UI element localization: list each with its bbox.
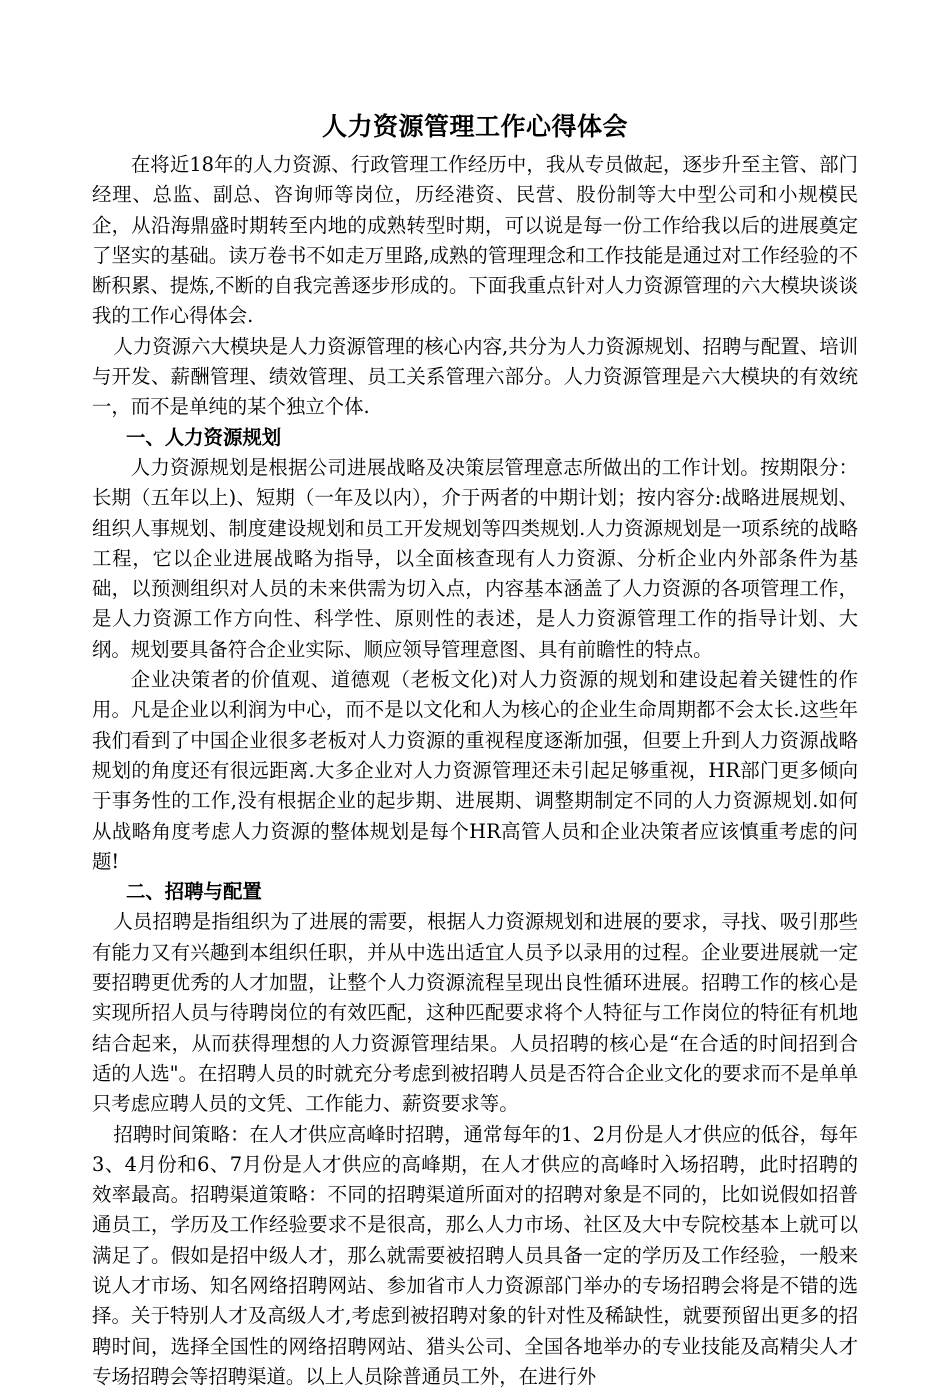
paragraph-introduction: 在将近18年的人力资源、行政管理工作经历中，我从专员做起，逐步升至主管、部门经理、总监、副总、咨询师等岗位，历经港资、民营、股份制等大中型公司和小规模民企，从沿海鼎盛时期转至内地的成熟转型时期，可以说是每一份工作给我以后的进展奠定了坚实的基础。读万卷书不如走万里路,成熟的管理理念和工作技能是通过对工作经验的不断积累、提炼,不断的自我完善逐步形成的。下面我重点针对人力资源管理的六大模块谈谈我的工作心得体会. bbox=[92, 150, 858, 332]
section-heading-hr-planning: 一、人力资源规划 bbox=[92, 423, 858, 453]
paragraph-six-modules: 人力资源六大模块是人力资源管理的核心内容,共分为人力资源规划、招聘与配置、培训与开发、薪酬管理、绩效管理、员工关系管理六部分。人力资源管理是六大模块的有效统一，而不是单纯的某个独立个体. bbox=[92, 332, 858, 423]
paragraph-recruitment-strategy: 招聘时间策略：在人才供应高峰时招聘，通常每年的1、2月份是人才供应的低谷，每年3、4月份和6、7月份是人才供应的高峰期，在人才供应的高峰时入场招聘，此时招聘的效率最高。招聘渠道策略：不同的招聘渠道所面对的招聘对象是不同的，比如说假如招普通员工，学历及工作经验要求不是很高，那么人力市场、社区及大中专院校基本上就可以满足了。假如是招中级人才，那么就需要被招聘人员具备一定的学历及工作经验，一般来说人才市场、知名网络招聘网站、参加省市人力资源部门举办的专场招聘会将是不错的选择。关于特别人才及高级人才,考虑到被招聘对象的针对性及稀缺性，就要预留出更多的招聘时间，选择全国性的网络招聘网站、猎头公司、全国各地举办的专业技能及高精尖人才专场招聘会等招聘渠道。以上人员除普通员工外，在进行外 bbox=[92, 1120, 858, 1392]
paragraph-hr-planning: 人力资源规划是根据公司进展战略及决策层管理意志所做出的工作计划。按期限分：长期（五年以上)、短期（一年及以内），介于两者的中期计划；按内容分:战略进展规划、组织人事规划、制度建设规划和员工开发规划等四类规划.人力资源规划是一项系统的战略工程，它以企业进展战略为指导，以全面核查现有人力资源、分析企业内外部条件为基础，以预测组织对人员的未来供需为切入点，内容基本涵盖了人力资源的各项管理工作，是人力资源工作方向性、科学性、原则性的表述，是人力资源管理工作的指导计划、大纲。规划要具备符合企业实际、顺应领导管理意图、具有前瞻性的特点。 bbox=[92, 453, 858, 665]
paragraph-recruitment: 人员招聘是指组织为了进展的需要，根据人力资源规划和进展的要求，寻找、吸引那些有能力又有兴趣到本组织任职，并从中选出适宜人员予以录用的过程。企业要进展就一定要招聘更优秀的人才加盟，让整个人力资源流程呈现出良性循环进展。招聘工作的核心是实现所招人员与待聘岗位的有效匹配，这种匹配要求将个人特征与工作岗位的特征有机地结合起来，从而获得理想的人力资源管理结果。人员招聘的核心是“在合适的时间招到合适的人选"。在招聘人员的时就充分考虑到被招聘人员是否符合企业文化的要求而不是单单只考虑应聘人员的文凭、工作能力、薪资要求等。 bbox=[92, 907, 858, 1119]
document-title: 人力资源管理工作心得体会 bbox=[92, 108, 858, 146]
section-heading-recruitment: 二、招聘与配置 bbox=[92, 877, 858, 907]
document-page bbox=[92, 108, 858, 1338]
paragraph-decision-makers: 企业决策者的价值观、道德观（老板文化)对人力资源的规划和建设起着关键性的作用。凡是企业以利润为中心，而不是以文化和人为核心的企业生命周期都不会太长.这些年我们看到了中国企业很多老板对人力资源的重视程度逐渐加强，但要上升到人力资源战略规划的角度还有很远距离.大多企业对人力资源管理还未引起足够重视，HR部门更多倾向于事务性的工作,没有根据企业的起步期、进展期、调整期制定不同的人力资源规划.如何从战略角度考虑人力资源的整体规划是每个HR高管人员和企业决策者应该慎重考虑的问题! bbox=[92, 665, 858, 877]
